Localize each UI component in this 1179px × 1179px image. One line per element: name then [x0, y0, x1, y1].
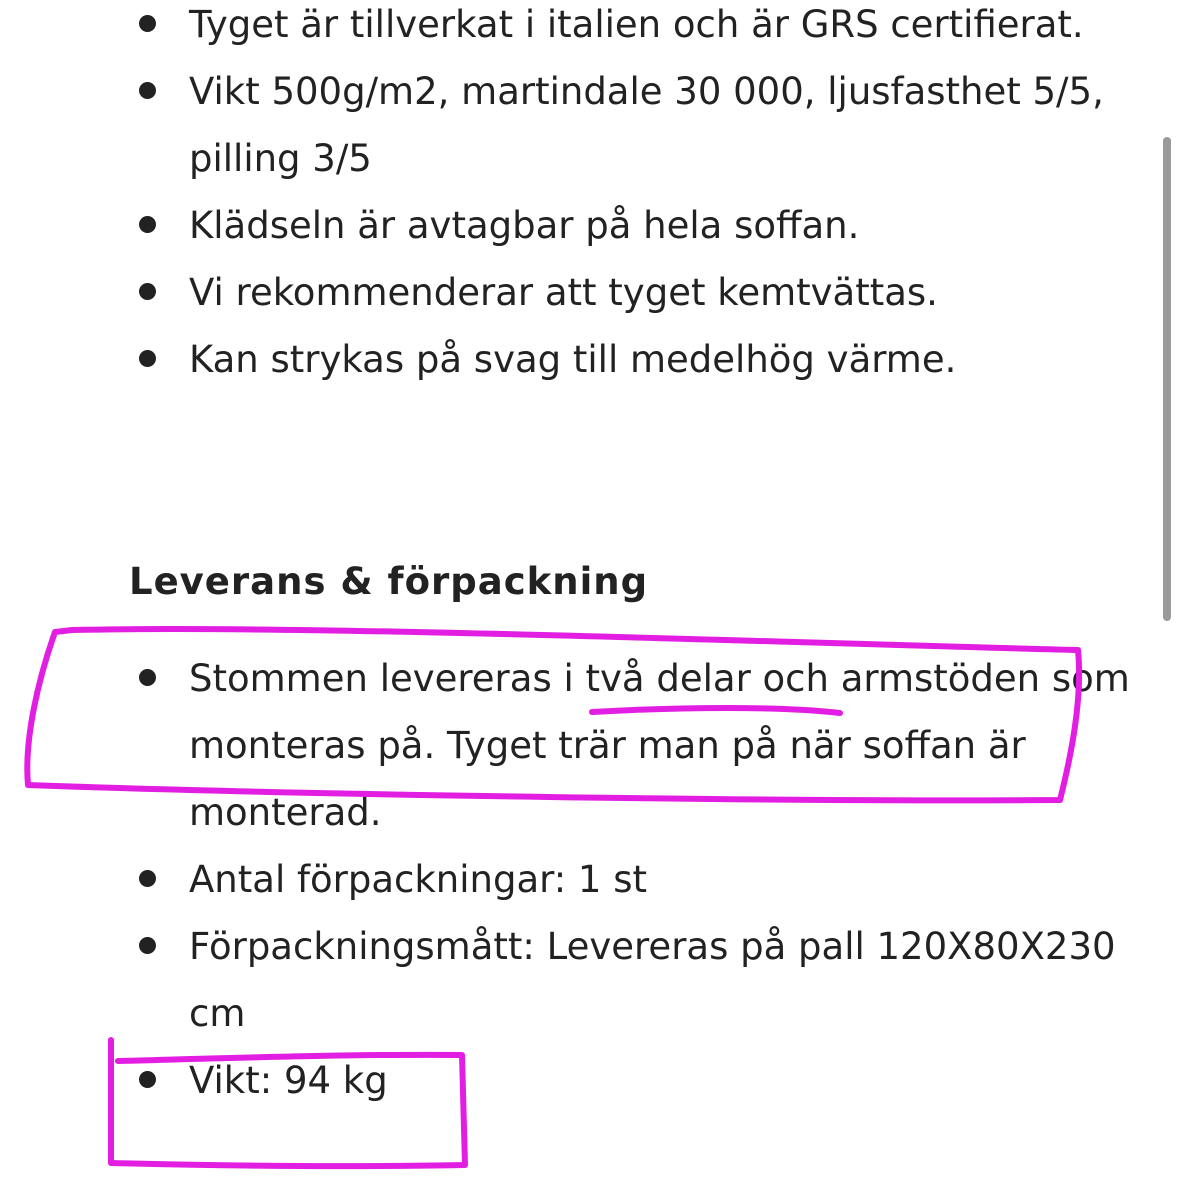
- list-item: Klädseln är avtagbar på hela soffan.: [0, 192, 1179, 259]
- list-item: Vikt 500g/m2, martindale 30 000, ljusfasthet 5/5, pilling 3/5: [0, 58, 1179, 192]
- section-heading-delivery: Leverans & förpackning: [129, 560, 649, 603]
- list-item: Vikt: 94 kg: [0, 1047, 1179, 1114]
- list-item: Stommen levereras i två delar och armstöden som monteras på. Tyget trär man på när soffan är monterad.: [0, 645, 1179, 846]
- list-item: Tyget är tillverkat i italien och är GRS certifierat.: [0, 0, 1179, 58]
- delivery-details-list: [0, 645, 1179, 1114]
- fabric-details-list: [0, 0, 1179, 393]
- vertical-scrollbar[interactable]: [1163, 137, 1171, 621]
- list-item: Kan strykas på svag till medelhög värme.: [0, 326, 1179, 393]
- list-item: Vi rekommenderar att tyget kemtvättas.: [0, 259, 1179, 326]
- list-item: Förpackningsmått: Levereras på pall 120X80X230 cm: [0, 913, 1179, 1047]
- list-item: Antal förpackningar: 1 st: [0, 846, 1179, 913]
